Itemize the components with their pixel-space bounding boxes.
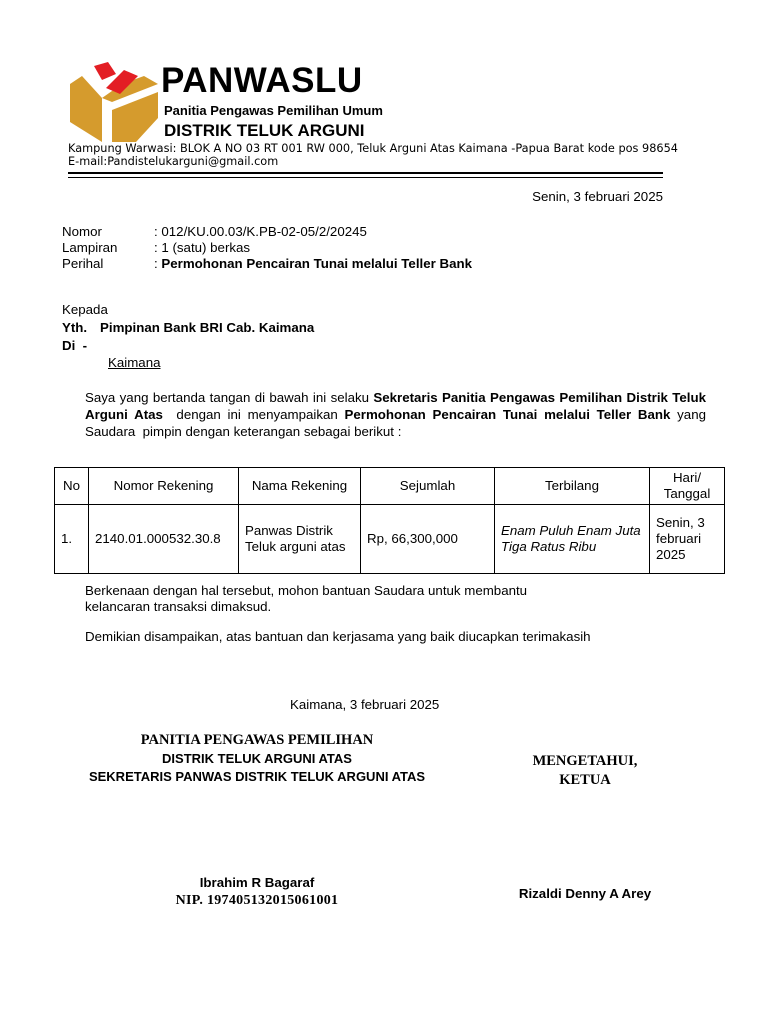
signatory-left-nip: NIP. 197405132015061001	[175, 893, 339, 908]
body-paragraph-1	[85, 389, 710, 440]
cell-nomor-rekening: 2140.01.000532.30.8	[89, 505, 239, 574]
perihal-value	[154, 256, 472, 272]
di-label: Di -	[62, 338, 88, 353]
body-paragraph-3: Demikian disampaikan, atas bantuan dan kerjasama yang baik diucapkan terimakasih	[85, 629, 591, 644]
body-paragraph-2: Berkenaan dengan hal tersebut, mohon bantuan Saudara untuk membantu kelancaran transaksi dimaksud.	[85, 583, 528, 614]
nomor-label: Nomor	[62, 224, 102, 239]
recipient-name: Pimpinan Bank BRI Cab. Kaimana	[100, 320, 315, 335]
signatory-left-district: DISTRIK TELUK ARGUNI ATAS	[162, 751, 352, 766]
logo-left-panel	[70, 76, 102, 142]
table-header-row	[55, 468, 725, 505]
signatory-left-name: Ibrahim R Bagaraf	[199, 875, 315, 890]
col-header-nomor-rekening: Nomor Rekening	[89, 468, 239, 505]
p1-text-d: Permohonan Pencairan Tunai melalui Teller Bank	[344, 407, 671, 422]
recipient-place: Kaimana	[108, 355, 161, 370]
letter-date: Senin, 3 februari 2025	[532, 189, 663, 204]
lampiran-value: : 1 (satu) berkas	[154, 240, 251, 255]
table-row	[55, 505, 725, 574]
header-rule-thin	[68, 177, 663, 178]
signatory-right-label: MENGETAHUI,	[532, 753, 638, 769]
org-address: Kampung Warwasi: BLOK A NO 03 RT 001 RW 000, Teluk Arguni Atas Kaimana -Papua Barat kode pos 98654 E-mail:Pandistelukarguni@gmail.com	[68, 142, 678, 168]
col-header-sejumlah: Sejumlah	[361, 468, 495, 505]
cell-nama-rekening: Panwas Distrik Teluk arguni atas	[239, 505, 361, 574]
p1-text-e: yang Saudara pimpin dengan keterangan sebagai berikut :	[85, 407, 710, 439]
col-header-terbilang: Terbilang	[495, 468, 650, 505]
nomor-value: : 012/KU.00.03/K.PB-02-05/2/20245	[154, 224, 367, 239]
cell-sejumlah: Rp, 66,300,000	[361, 505, 495, 574]
cell-no: 1.	[55, 505, 89, 574]
kepada-label: Kepada	[62, 302, 108, 317]
yth-label: Yth.	[62, 320, 88, 335]
org-district: DISTRIK TELUK ARGUNI	[164, 121, 365, 140]
signatory-left-title: SEKRETARIS PANWAS DISTRIK TELUK ARGUNI ATAS	[88, 769, 426, 784]
org-name: PANWASLU	[161, 61, 363, 100]
lampiran-label: Lampiran	[62, 240, 118, 255]
col-header-no: No	[55, 468, 89, 505]
col-header-nama-rekening: Nama Rekening	[239, 468, 361, 505]
p1-text-a: Saya yang bertanda tangan di bawah ini selaku	[85, 390, 374, 405]
perihal-subject: Permohonan Pencairan Tunai melalui Teller Bank	[161, 256, 472, 271]
signatory-right-name: Rizaldi Denny A Arey	[518, 886, 652, 901]
account-table	[54, 467, 725, 574]
col-header-hari-tanggal: Hari/ Tanggal	[650, 468, 725, 505]
logo-red-top	[94, 62, 116, 80]
header-rule-thick	[68, 172, 663, 174]
closing-place-date: Kaimana, 3 februari 2025	[290, 697, 440, 712]
signatory-left-org: PANITIA PENGAWAS PEMILIHAN	[140, 732, 374, 748]
p1-text-c: dengan ini menyampaikan	[162, 407, 345, 422]
perihal-label: Perihal	[62, 256, 104, 271]
signatory-right-title: KETUA	[559, 772, 611, 788]
cell-hari-tanggal: Senin, 3 februari 2025	[650, 505, 725, 574]
perihal-colon: :	[154, 256, 162, 271]
cell-terbilang: Enam Puluh Enam Juta Tiga Ratus Ribu	[495, 505, 650, 574]
org-full-name: Panitia Pengawas Pemilihan Umum	[164, 103, 383, 118]
p1-text-b: Sekretaris Panitia Pengawas Pemilihan Distrik Teluk Arguni Atas	[85, 390, 707, 422]
panwaslu-logo	[66, 62, 162, 148]
